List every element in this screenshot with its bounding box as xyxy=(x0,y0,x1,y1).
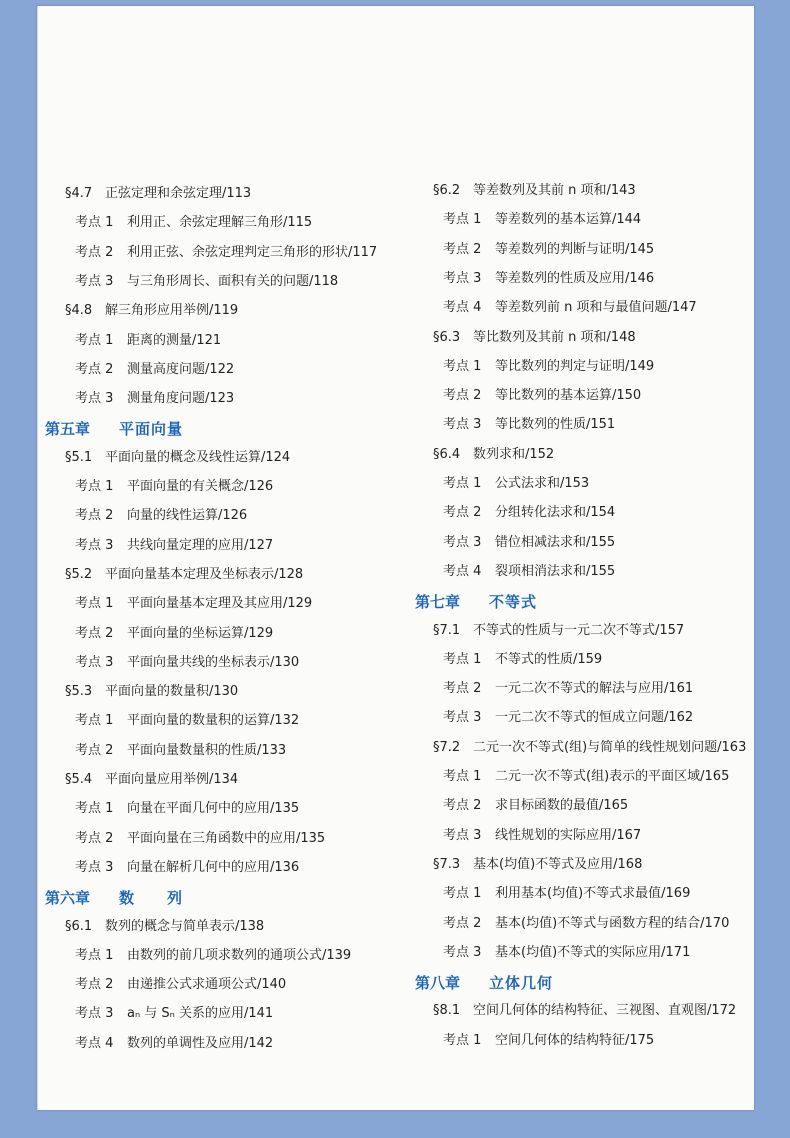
toc-section-title: 正弦定理和余弦定理/113 xyxy=(105,186,252,201)
toc-section-entry xyxy=(433,182,636,200)
toc-section-entry xyxy=(65,683,238,701)
toc-section-title: 解三角形应用举例/119 xyxy=(105,303,239,319)
page-edge xyxy=(37,6,38,1110)
toc-section-entry xyxy=(65,771,238,789)
toc-section-code: §6.3 xyxy=(433,329,461,345)
toc-point-entry xyxy=(75,361,234,379)
toc-point-title: 一元二次不等式的解法与应用/161 xyxy=(495,681,694,697)
toc-chapter-entry xyxy=(415,592,537,612)
toc-point-entry xyxy=(75,537,273,555)
toc-point-title: 一元二次不等式的恒成立问题/162 xyxy=(495,710,694,726)
toc-point-code: 考点 3 xyxy=(443,270,482,286)
toc-section-code: §4.8 xyxy=(65,303,93,319)
toc-point-entry xyxy=(443,797,628,815)
toc-point-entry xyxy=(75,947,351,965)
toc-point-code: 考点 2 xyxy=(443,681,482,697)
toc-section-title: 平面向量基本定理及坐标表示/128 xyxy=(105,566,304,582)
toc-point-code: 考点 1 xyxy=(443,769,482,784)
toc-point-entry xyxy=(443,885,690,903)
toc-point-entry xyxy=(75,800,299,818)
toc-point-code: 考点 1 xyxy=(443,358,482,374)
toc-point-code: 考点 4 xyxy=(443,300,482,316)
toc-point-title: 求目标函数的最值/165 xyxy=(495,798,629,814)
toc-section-code: §6.4 xyxy=(433,446,461,462)
toc-point-entry xyxy=(75,595,312,613)
toc-point-entry xyxy=(75,273,338,291)
toc-point-title: 数列的单调性及应用/142 xyxy=(127,1035,274,1051)
toc-point-entry xyxy=(443,768,729,786)
toc-section-code: §5.1 xyxy=(65,449,93,465)
toc-point-title: 错位相减法求和/155 xyxy=(495,534,616,550)
toc-point-code: 考点 1 xyxy=(75,332,114,348)
toc-chapter-entry xyxy=(45,419,183,439)
toc-point-title: 等差数列前 n 项和与最值问题/147 xyxy=(495,300,697,316)
toc-point-title: 向量在解析几何中的应用/136 xyxy=(127,859,300,875)
toc-point-code: 考点 3 xyxy=(75,1006,114,1022)
toc-point-code: 考点 1 xyxy=(75,801,114,817)
toc-point-title: 平面向量的坐标运算/129 xyxy=(127,625,274,641)
toc-chapter-code: 第六章 xyxy=(45,889,91,908)
toc-section-title: 平面向量的数量积/130 xyxy=(105,684,239,700)
toc-point-title: 等差数列的基本运算/144 xyxy=(495,212,642,228)
toc-point-code: 考点 1 xyxy=(443,886,482,902)
toc-point-code: 考点 1 xyxy=(75,596,114,612)
toc-point-entry xyxy=(443,299,697,317)
toc-point-title: 平面向量在三角函数中的应用/135 xyxy=(127,830,326,846)
toc-chapter-title: 立体几何 xyxy=(489,974,554,993)
toc-point-code: 考点 1 xyxy=(443,476,482,491)
toc-point-title: 平面向量基本定理及其应用/129 xyxy=(127,596,313,612)
toc-chapter-entry xyxy=(415,973,553,993)
toc-point-title: 空间几何体的结构特征/175 xyxy=(495,1032,655,1048)
toc-point-title: 等差数列的性质及应用/146 xyxy=(495,270,655,286)
toc-section-title: 等差数列及其前 n 项和/143 xyxy=(473,183,636,198)
toc-point-title: 平面向量的有关概念/126 xyxy=(127,479,274,494)
toc-section-entry xyxy=(433,856,642,874)
toc-section-title: 平面向量的概念及线性运算/124 xyxy=(105,449,291,465)
toc-point-code: 考点 2 xyxy=(75,830,114,846)
toc-point-code: 考点 2 xyxy=(443,915,482,931)
toc-point-title: 利用正弦、余弦定理判定三角形的形状/117 xyxy=(127,244,378,260)
toc-point-entry xyxy=(443,241,654,259)
toc-section-entry xyxy=(433,446,554,464)
toc-point-title: 测量高度问题/122 xyxy=(127,361,235,377)
toc-point-title: 测量角度问题/123 xyxy=(127,391,235,407)
toc-section-code: §8.1 xyxy=(433,1003,461,1019)
toc-point-code: 考点 3 xyxy=(75,537,114,553)
toc-chapter-code: 第七章 xyxy=(415,593,461,612)
toc-point-title: 线性规划的实际应用/167 xyxy=(495,827,642,843)
toc-section-code: §6.2 xyxy=(433,183,461,198)
toc-point-entry xyxy=(443,709,693,727)
toc-section-title: 空间几何体的结构特征、三视图、直观图/172 xyxy=(473,1003,737,1019)
toc-section-code: §7.1 xyxy=(433,622,461,638)
toc-chapter-title: 不等式 xyxy=(489,593,538,612)
toc-section-entry xyxy=(433,622,684,640)
toc-point-code: 考点 2 xyxy=(443,241,482,257)
toc-point-code: 考点 2 xyxy=(443,388,482,404)
toc-point-code: 考点 3 xyxy=(75,391,114,407)
toc-point-code: 考点 3 xyxy=(443,944,482,960)
toc-point-code: 考点 2 xyxy=(443,505,482,521)
toc-point-code: 考点 1 xyxy=(75,215,114,231)
toc-point-entry xyxy=(443,211,641,229)
toc-section-title: 基本(均值)不等式及应用/168 xyxy=(473,856,643,872)
toc-point-entry xyxy=(443,534,615,552)
toc-point-title: 二元一次不等式(组)表示的平面区域/165 xyxy=(495,769,730,784)
toc-section-code: §5.2 xyxy=(65,566,93,582)
toc-point-entry xyxy=(443,680,693,698)
toc-point-title: 等差数列的判断与证明/145 xyxy=(495,241,655,257)
toc-point-title: 分组转化法求和/154 xyxy=(495,505,616,521)
toc-section-code: §5.4 xyxy=(65,772,93,787)
toc-point-title: 共线向量定理的应用/127 xyxy=(127,537,274,553)
toc-section-entry xyxy=(65,185,251,203)
toc-point-entry xyxy=(443,416,615,434)
toc-point-entry xyxy=(443,387,641,405)
toc-point-entry xyxy=(75,478,273,496)
toc-point-title: 不等式的性质/159 xyxy=(495,651,603,667)
toc-chapter-code: 第五章 xyxy=(45,420,91,439)
toc-chapter-entry xyxy=(45,888,183,908)
toc-section-title: 不等式的性质与一元二次不等式/157 xyxy=(473,622,685,638)
toc-point-title: 等比数列的基本运算/150 xyxy=(495,388,642,404)
toc-point-title: 平面向量的数量积的运算/132 xyxy=(127,713,300,729)
toc-point-code: 考点 2 xyxy=(75,625,114,641)
toc-section-code: §7.2 xyxy=(433,739,461,755)
toc-point-entry xyxy=(443,651,602,669)
book-page xyxy=(37,6,754,1110)
toc-section-entry xyxy=(433,329,636,347)
toc-point-code: 考点 1 xyxy=(75,947,114,963)
toc-point-title: 等比数列的性质/151 xyxy=(495,417,616,433)
toc-chapter-code: 第八章 xyxy=(415,974,461,993)
toc-point-entry xyxy=(75,390,234,408)
toc-point-entry xyxy=(443,270,654,288)
toc-point-title: aₙ 与 Sₙ 关系的应用/141 xyxy=(127,1006,274,1022)
toc-point-code: 考点 4 xyxy=(443,563,482,579)
toc-point-code: 考点 3 xyxy=(75,859,114,875)
toc-section-entry xyxy=(433,1002,736,1020)
toc-point-title: 利用基本(均值)不等式求最值/169 xyxy=(495,886,691,902)
toc-point-code: 考点 3 xyxy=(443,710,482,726)
toc-section-title: 平面向量应用举例/134 xyxy=(105,772,239,787)
toc-point-entry xyxy=(75,214,312,232)
toc-section-code: §5.3 xyxy=(65,684,93,700)
toc-point-entry xyxy=(443,475,589,493)
toc-section-entry xyxy=(65,449,290,467)
toc-point-entry xyxy=(75,654,299,672)
toc-section-title: 数列求和/152 xyxy=(473,446,555,462)
toc-point-code: 考点 2 xyxy=(75,508,114,524)
toc-point-title: 利用正、余弦定理解三角形/115 xyxy=(127,215,313,231)
toc-chapter-title: 数 列 xyxy=(119,889,184,908)
toc-section-entry xyxy=(65,302,238,320)
toc-point-entry xyxy=(75,244,377,262)
toc-point-entry xyxy=(75,742,286,760)
toc-point-code: 考点 2 xyxy=(75,742,114,758)
toc-point-code: 考点 1 xyxy=(75,713,114,729)
toc-point-entry xyxy=(75,1035,273,1053)
toc-point-title: 基本(均值)不等式的实际应用/171 xyxy=(495,944,691,960)
toc-point-title: 距离的测量/121 xyxy=(127,332,222,348)
toc-point-title: 由数列的前几项求数列的通项公式/139 xyxy=(127,947,352,963)
toc-point-entry xyxy=(443,944,690,962)
toc-point-title: 平面向量共线的坐标表示/130 xyxy=(127,654,300,670)
toc-chapter-title: 平面向量 xyxy=(119,420,184,439)
toc-point-title: 向量的线性运算/126 xyxy=(127,508,248,524)
toc-point-entry xyxy=(75,830,325,848)
toc-point-entry xyxy=(75,976,286,994)
toc-point-entry xyxy=(443,563,615,581)
toc-point-entry xyxy=(443,504,615,522)
toc-point-entry xyxy=(443,358,654,376)
toc-point-title: 向量在平面几何中的应用/135 xyxy=(127,801,300,817)
toc-section-title: 数列的概念与简单表示/138 xyxy=(105,918,265,934)
toc-point-code: 考点 3 xyxy=(75,273,114,289)
toc-section-code: §4.7 xyxy=(65,186,93,201)
toc-point-title: 基本(均值)不等式与函数方程的结合/170 xyxy=(495,915,730,931)
toc-point-entry xyxy=(75,507,247,525)
toc-section-entry xyxy=(65,566,303,584)
toc-point-code: 考点 2 xyxy=(75,977,114,993)
toc-point-code: 考点 1 xyxy=(443,212,482,228)
toc-point-code: 考点 3 xyxy=(443,534,482,550)
toc-point-entry xyxy=(75,332,221,350)
toc-point-code: 考点 3 xyxy=(443,827,482,843)
toc-point-code: 考点 1 xyxy=(443,1032,482,1048)
toc-section-entry xyxy=(433,739,746,757)
toc-point-code: 考点 3 xyxy=(75,654,114,670)
toc-point-code: 考点 2 xyxy=(443,798,482,814)
toc-point-code: 考点 1 xyxy=(75,479,114,494)
toc-point-code: 考点 4 xyxy=(75,1035,114,1051)
toc-section-title: 二元一次不等式(组)与简单的线性规划问题/163 xyxy=(473,739,747,755)
toc-point-entry xyxy=(443,1032,654,1050)
toc-section-entry xyxy=(65,918,264,936)
toc-point-code: 考点 1 xyxy=(443,651,482,667)
toc-point-title: 与三角形周长、面积有关的问题/118 xyxy=(127,273,339,289)
toc-section-code: §6.1 xyxy=(65,918,93,934)
toc-point-code: 考点 2 xyxy=(75,244,114,260)
toc-point-code: 考点 2 xyxy=(75,361,114,377)
toc-point-title: 等比数列的判定与证明/149 xyxy=(495,358,655,374)
toc-point-title: 裂项相消法求和/155 xyxy=(495,563,616,579)
toc-point-title: 公式法求和/153 xyxy=(495,476,590,491)
toc-point-title: 由递推公式求通项公式/140 xyxy=(127,977,287,993)
toc-section-code: §7.3 xyxy=(433,856,461,872)
toc-section-title: 等比数列及其前 n 项和/148 xyxy=(473,329,636,345)
toc-point-entry xyxy=(75,1005,273,1023)
toc-point-entry xyxy=(443,915,729,933)
toc-point-entry xyxy=(75,712,299,730)
toc-point-entry xyxy=(75,859,299,877)
toc-point-entry xyxy=(443,827,641,845)
toc-point-code: 考点 3 xyxy=(443,417,482,433)
toc-point-entry xyxy=(75,625,273,643)
toc-point-title: 平面向量数量积的性质/133 xyxy=(127,742,287,758)
